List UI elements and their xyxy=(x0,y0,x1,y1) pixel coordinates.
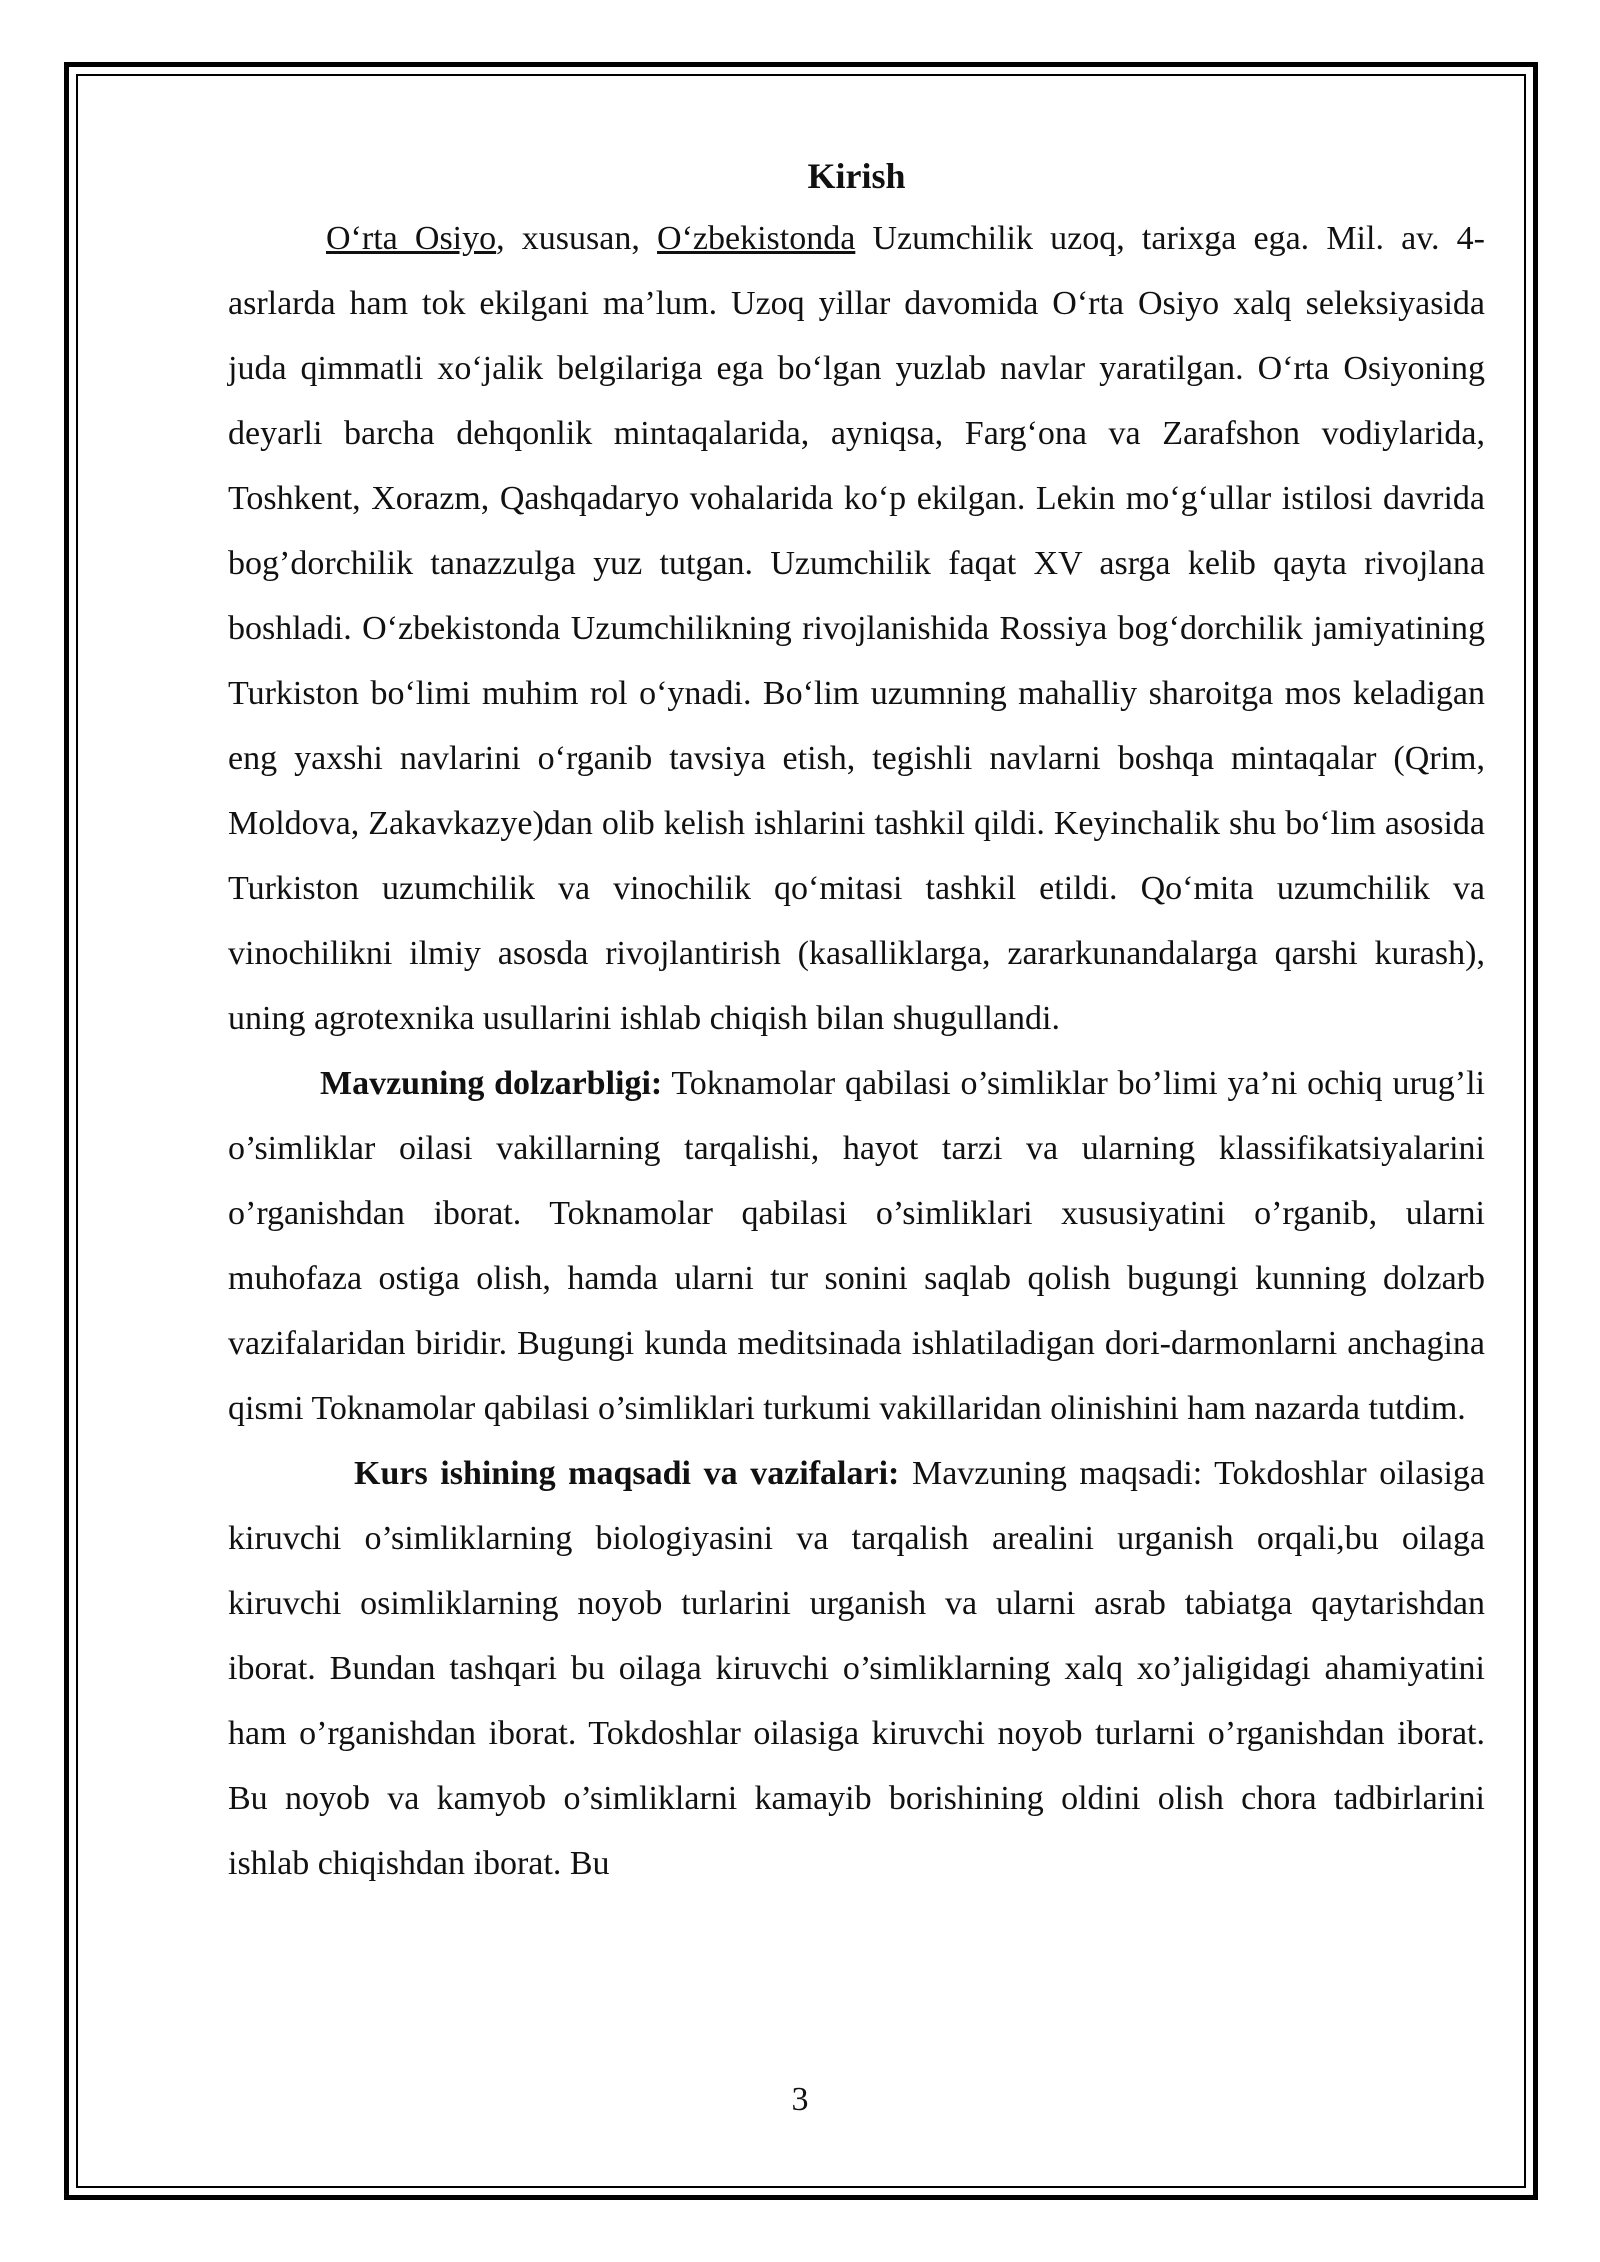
page-number: 3 xyxy=(791,2081,809,2118)
document-body xyxy=(228,146,1485,1896)
goals-text: Mavzuning maqsadi: Tokdoshlar oilasiga kiruvchi o’simliklarning biologiyasini va tarqalish arealini urganish orqali,bu oilaga kiruvchi osimliklarning noyob turlarini urganish va ularni asrab tabiatga qaytarishdan iborat. Bundan tashqari bu oilaga kiruvchi o’simliklarning xalq xo’jaligidagi ahamiyatini ham o’rganishdan iborat. Tokdoshlar oilasiga kiruvchi noyob turlarni o’rganishdan iborat. Bu noyob va kamyob o’simliklarni kamayib borishining oldini olish chora tadbirlarini ishlab chiqishdan iborat. Bu xyxy=(228,1455,1485,1882)
intro-paragraph xyxy=(228,206,1485,1051)
intro-text: Uzumchilik uzoq, tarixga ega. Mil. av. 4-asrlarda ham tok ekilgani ma’lum. Uzoq yillar davomida O‘rta Osiyo xalq seleksiyasida juda qimmatli xo‘jalik belgilariga ega bo‘lgan yuzlab navlar yaratilgan. O‘rta Osiyoning deyarli barcha dehqonlik mintaqalarida, ayniqsa, Farg‘ona va Zarafshon vodiylarida, Toshkent, Xorazm, Qashqadaryo vohalarida ko‘p ekilgan. Lekin mo‘g‘ullar istilosi davrida bog’dorchilik tanazzulga yuz tutgan. Uzumchilik faqat XV asrga kelib qayta rivojlana boshladi. O‘zbekistonda Uzumchilikning rivojlanishida Rossiya bog‘dorchilik jamiyatining Turkiston bo‘limi muhim rol o‘ynadi. Bo‘lim uzumning mahalliy sharoitga mos keladigan eng yaxshi navlarini o‘rganib tavsiya etish, tegishli navlarni boshqa mintaqalar (Qrim, Moldova, Zakavkazye)dan olib kelish ishlarini tashkil qildi. Keyinchalik shu bo‘lim asosida Turkiston uzumchilik va vinochilik qo‘mitasi tashkil etildi. Qo‘mita uzumchilik va vinochilikni ilmiy asosda rivojlantirish (kasalliklarga, zararkunandalarga qarshi kurash), uning agrotexnika usullarini ishlab chiqish bilan shugullandi. xyxy=(228,220,1485,1037)
relevance-text: Toknamolar qabilasi o’simliklar bo’limi ya’ni ochiq urug’li o’simliklar oilasi vakillarning tarqalishi, hayot tarzi va ularning klassifikatsiyalarini o’rganishdan iborat. Toknamolar qabilasi o’simliklari xususiyatini o’rganib, ularni muhofaza ostiga olish, hamda ularni tur sonini saqlab qolish bugungi kunning dolzarb vazifalaridan biridir. Bugungi kunda meditsinada ishlatiladigan dori-darmonlarni anchagina qismi Toknamolar qabilasi o’simliklari turkumi vakillaridan olinishini ham nazarda tutdim. xyxy=(228,1065,1485,1427)
link-ozbekistonda[interactable]: O‘zbekistonda xyxy=(657,220,856,257)
relevance-paragraph xyxy=(228,1051,1485,1441)
link-orta-osiyo[interactable]: O‘rta Osiyo xyxy=(326,220,497,257)
section-title: Kirish xyxy=(807,156,906,196)
relevance-heading: Mavzuning dolzarbligi: xyxy=(320,1065,663,1102)
goals-heading: Kurs ishining maqsadi va vazifalari: xyxy=(354,1455,900,1492)
intro-separator: , xususan, xyxy=(496,220,658,257)
goals-paragraph xyxy=(228,1441,1485,1896)
